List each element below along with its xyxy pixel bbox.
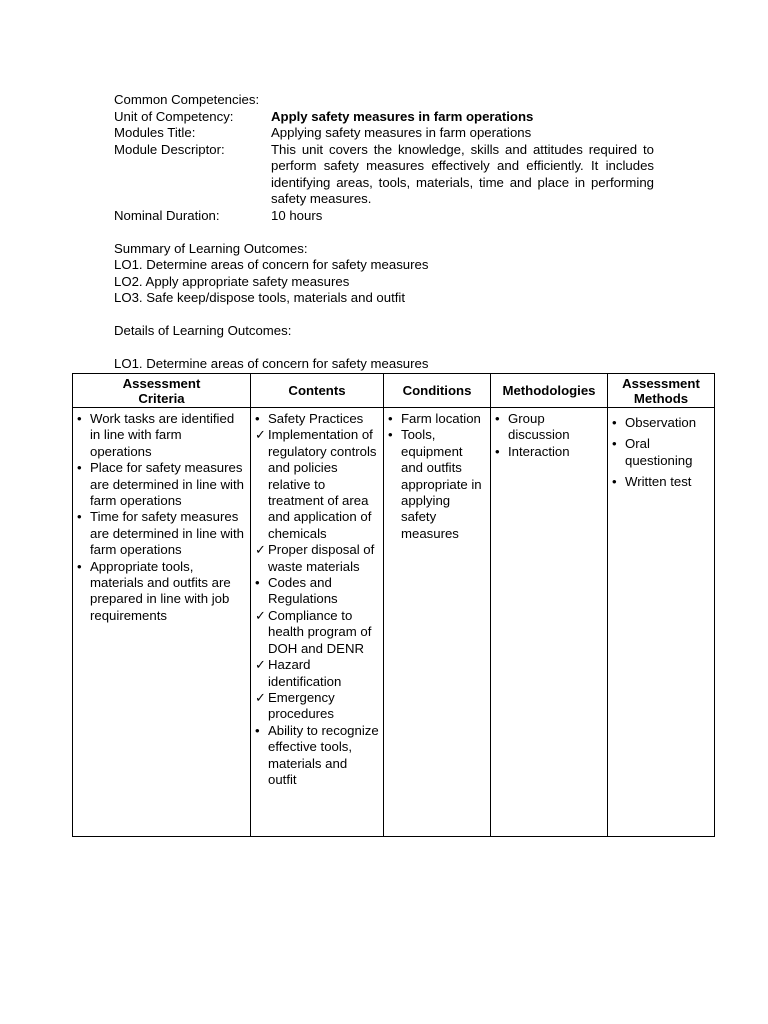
- criteria-list: [73, 408, 250, 624]
- contents-item-text: Codes and Regulations: [268, 575, 338, 607]
- modules-value: Applying safety measures in farm operations: [271, 125, 532, 140]
- contents-item: [255, 542, 379, 575]
- criteria-item-text: Time for safety measures are determined in line with farm operations: [90, 509, 244, 558]
- contents-item-text: Compliance to health program of DOH and DENR: [268, 607, 372, 656]
- conditions-list: [384, 408, 490, 542]
- contents-item: [255, 690, 379, 723]
- contents-item-text: Safety Practices: [268, 411, 364, 426]
- criteria-item-text: Place for safety measures are determined in line with farm operations: [90, 460, 244, 509]
- bullet-icon: •: [77, 509, 82, 525]
- bullet-icon: •: [77, 558, 82, 574]
- details-title: Details of Learning Outcomes:: [114, 323, 292, 338]
- bullet-icon: •: [612, 436, 617, 452]
- descriptor-label: Module Descriptor:: [114, 141, 225, 157]
- check-icon: ✓: [255, 689, 267, 705]
- bullet-icon: •: [495, 411, 500, 426]
- descriptor-row: [114, 142, 654, 208]
- criteria-cell: [73, 408, 251, 837]
- methods-item: [612, 415, 710, 431]
- methods-item-text: Observation: [625, 415, 697, 430]
- check-icon: ✓: [255, 427, 267, 443]
- methodologies-item-text: Group discussion: [508, 411, 570, 443]
- check-icon: ✓: [255, 657, 267, 673]
- conditions-item: [388, 411, 486, 427]
- contents-item-text: Ability to recognize effective tools, materials and outfit: [268, 722, 379, 787]
- competency-info: [114, 92, 654, 373]
- duration-label: Nominal Duration:: [114, 207, 220, 223]
- methodologies-item-text: Interaction: [508, 443, 570, 459]
- summary-lo2: LO2. Apply appropriate safety measures: [114, 273, 350, 289]
- contents-item: [255, 575, 379, 608]
- unit-value: Apply safety measures in farm operations: [271, 108, 534, 124]
- common-competencies-label: Common Competencies:: [114, 92, 260, 107]
- methodologies-item: [495, 411, 603, 444]
- criteria-item-text: Work tasks are identified in line with farm operations: [90, 411, 235, 459]
- contents-item-text: Emergency procedures: [268, 689, 335, 722]
- header-assessment-criteria: Assessment Criteria: [73, 374, 251, 408]
- contents-item-text: Proper disposal of waste materials: [268, 542, 375, 574]
- methods-cell: [608, 408, 715, 837]
- conditions-cell: [384, 408, 491, 837]
- contents-item: [255, 427, 379, 542]
- learning-outcome-table: [72, 373, 715, 837]
- bullet-icon: •: [255, 411, 260, 426]
- methodologies-item: [495, 444, 603, 460]
- criteria-item: [77, 460, 246, 509]
- methods-item-text: Oral questioning: [625, 436, 693, 468]
- unit-row: [114, 109, 654, 126]
- methods-item: [612, 436, 710, 469]
- methods-item: [612, 474, 710, 490]
- conditions-item: [388, 427, 486, 542]
- criteria-item: [77, 411, 246, 460]
- table-row: [73, 408, 715, 837]
- header-contents: Contents: [251, 374, 384, 408]
- modules-row: [114, 125, 654, 142]
- bullet-icon: •: [255, 575, 260, 591]
- conditions-item-text: Tools, equipment and outfits appropriate in applying safety measures: [401, 427, 482, 541]
- methodologies-list: [491, 408, 607, 460]
- contents-list: [251, 408, 383, 788]
- contents-cell: [251, 408, 384, 837]
- criteria-item-text: Appropriate tools, materials and outfits are prepared in line with job requirements: [90, 558, 231, 623]
- header-assessment-methods: Assessment Methods: [608, 374, 715, 408]
- criteria-item: [77, 559, 246, 625]
- contents-item-text: Implementation of regulatory controls and policies relative to treatment of area and application of chemicals: [268, 427, 377, 541]
- bullet-icon: •: [77, 460, 82, 476]
- bullet-icon: •: [388, 427, 393, 443]
- details-lo-heading: LO1. Determine areas of concern for safety measures: [114, 356, 429, 371]
- duration-value: 10 hours: [271, 207, 323, 223]
- header-methodologies: Methodologies: [491, 374, 608, 408]
- contents-item: [255, 723, 379, 789]
- methods-list: [608, 408, 714, 491]
- contents-item-text: Hazard identification: [268, 657, 342, 689]
- duration-row: [114, 208, 654, 225]
- bullet-icon: •: [77, 411, 82, 426]
- summary-lo1: LO1. Determine areas of concern for safety measures: [114, 257, 429, 272]
- bullet-icon: •: [495, 443, 500, 459]
- modules-label: Modules Title:: [114, 125, 196, 140]
- check-icon: ✓: [255, 542, 267, 558]
- unit-label: Unit of Competency:: [114, 108, 234, 124]
- bullet-icon: •: [255, 722, 260, 738]
- common-competencies-row: [114, 92, 654, 109]
- bullet-icon: •: [388, 411, 393, 426]
- contents-item: [255, 657, 379, 690]
- summary-title: Summary of Learning Outcomes:: [114, 240, 308, 256]
- summary-lo3: LO3. Safe keep/dispose tools, materials and outfit: [114, 290, 406, 305]
- methodologies-cell: [491, 408, 608, 837]
- conditions-item-text: Farm location: [401, 411, 481, 426]
- bullet-icon: •: [612, 415, 617, 430]
- methods-item-text: Written test: [625, 474, 692, 490]
- bullet-icon: •: [612, 474, 617, 490]
- header-conditions: Conditions: [384, 374, 491, 408]
- contents-item: [255, 411, 379, 427]
- check-icon: ✓: [255, 607, 267, 623]
- criteria-item: [77, 509, 246, 558]
- descriptor-value: This unit covers the knowledge, skills and attitudes required to perform safety measures effectively and efficiently. It includes identifying areas, tools, materials, time and place in performing safety measures.: [271, 141, 654, 206]
- table-header-row: [73, 374, 715, 408]
- contents-item: [255, 608, 379, 657]
